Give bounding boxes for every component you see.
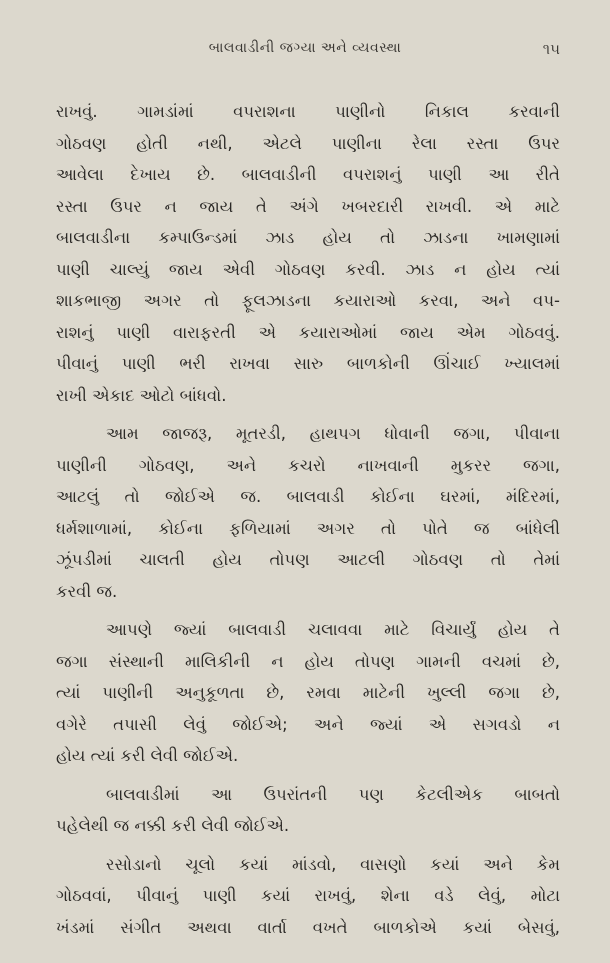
text-line: પહેલેથી જ નક્કી કરી લેવી જોઈએ.	[56, 816, 290, 835]
text-line: જગા સંસ્થાની માલિકીની ન હોય તોપણ ગામની વચમાં છે,	[56, 651, 560, 671]
text-line: ગોઠવવાં, પીવાનું પાણી કયાં રાખવું, શેના વડે લેવું, મોટા	[56, 886, 560, 905]
paragraph	[56, 849, 560, 944]
body-text	[56, 96, 560, 950]
text-line: હોય ત્યાં કરી લેવી જોઈએ.	[56, 746, 239, 765]
text-line: બાલવાડીમાં આ ઉપરાંતની પણ કેટલીએક બાબતો	[106, 784, 560, 804]
text-line: આટલું તો જોઈએ જ. બાલવાડી કોઈના ઘરમાં, મંદિરમાં,	[56, 487, 560, 506]
text-line: ગોઠવણ હોતી નથી, એટલે પાણીના રેલા રસ્તા ઉપર	[56, 133, 560, 153]
paragraph	[56, 614, 560, 772]
text-line: આપણે જ્યાં બાલવાડી ચલાવવા માટે વિચાર્યું હોય તે	[106, 620, 560, 639]
text-line: કરવી જ.	[56, 581, 118, 601]
text-line: પીવાનું પાણી ભરી રાખવા સારુ બાળકોની ઊંચાઈ ખ્યાલમાં	[56, 354, 560, 373]
text-line: આવેલા દેખાય છે. બાલવાડીની વપરાશનું પાણી આ રીતે	[56, 165, 560, 184]
text-line: રસોડાનો ચૂલો કયાં માંડવો, વાસણો કયાં અને કેમ	[106, 854, 560, 874]
text-line: ઝૂંપડીમાં ચાલતી હોય તોપણ આટલી ગોઠવણ તો તેમાં	[56, 550, 560, 569]
text-line: શાકભાજી અગર તો ફૂલઝાડના કયારાઓ કરવા, અને વપ-	[56, 291, 560, 310]
text-line: બાલવાડીના કમ્પાઉન્ડમાં ઝાડ હોય તો ઝાડના ખામણામાં	[56, 228, 560, 247]
text-line: આમ જાજરૂ, મૂતરડી, હાથપગ ધોવાની જગા, પીવાના	[106, 424, 560, 443]
running-title: બાલવાડીની જગ્યા અને વ્યવસ્થા	[208, 40, 402, 56]
paragraph	[56, 418, 560, 607]
page-header	[0, 40, 610, 66]
text-line: પાણી ચાલ્યું જાય એવી ગોઠવણ કરવી. ઝાડ ન હોય ત્યાં	[56, 259, 560, 279]
text-line: ત્યાં પાણીની અનુકૂળતા છે, રમવા માટેની ખુલ્લી જગા છે,	[56, 683, 560, 702]
text-line: રાખી એકાદ ઓટો બાંધવો.	[56, 385, 227, 405]
text-line: રાશનું પાણી વારાફરતી એ કયારાઓમાં જાય એમ ગોઠવવું.	[56, 322, 560, 342]
text-line: વગેરે તપાસી લેવું જોઈએ; અને જ્યાં એ સગવડો ન	[56, 714, 560, 734]
text-line: ધર્મશાળામાં, કોઈના ફળિયામાં અગર તો પોતે જ બાંધેલી	[56, 518, 560, 538]
page-number: ૧૫	[542, 40, 560, 58]
text-line: રસ્તા ઉપર ન જાય તે અંગે ખબરદારી રાખવી. એ માટે	[56, 196, 560, 216]
text-line: રાખવું. ગામડાંમાં વપરાશના પાણીનો નિકાલ કરવાની	[56, 102, 560, 121]
text-line: પાણીની ગોઠવણ, અને કચરો નાખવાની મુકરર જગા,	[56, 455, 560, 475]
paragraph	[56, 779, 560, 842]
paragraph	[56, 96, 560, 411]
text-line: ખંડમાં સંગીત અથવા વાર્તા વખતે બાળકોએ કયાં બેસવું,	[56, 917, 560, 937]
